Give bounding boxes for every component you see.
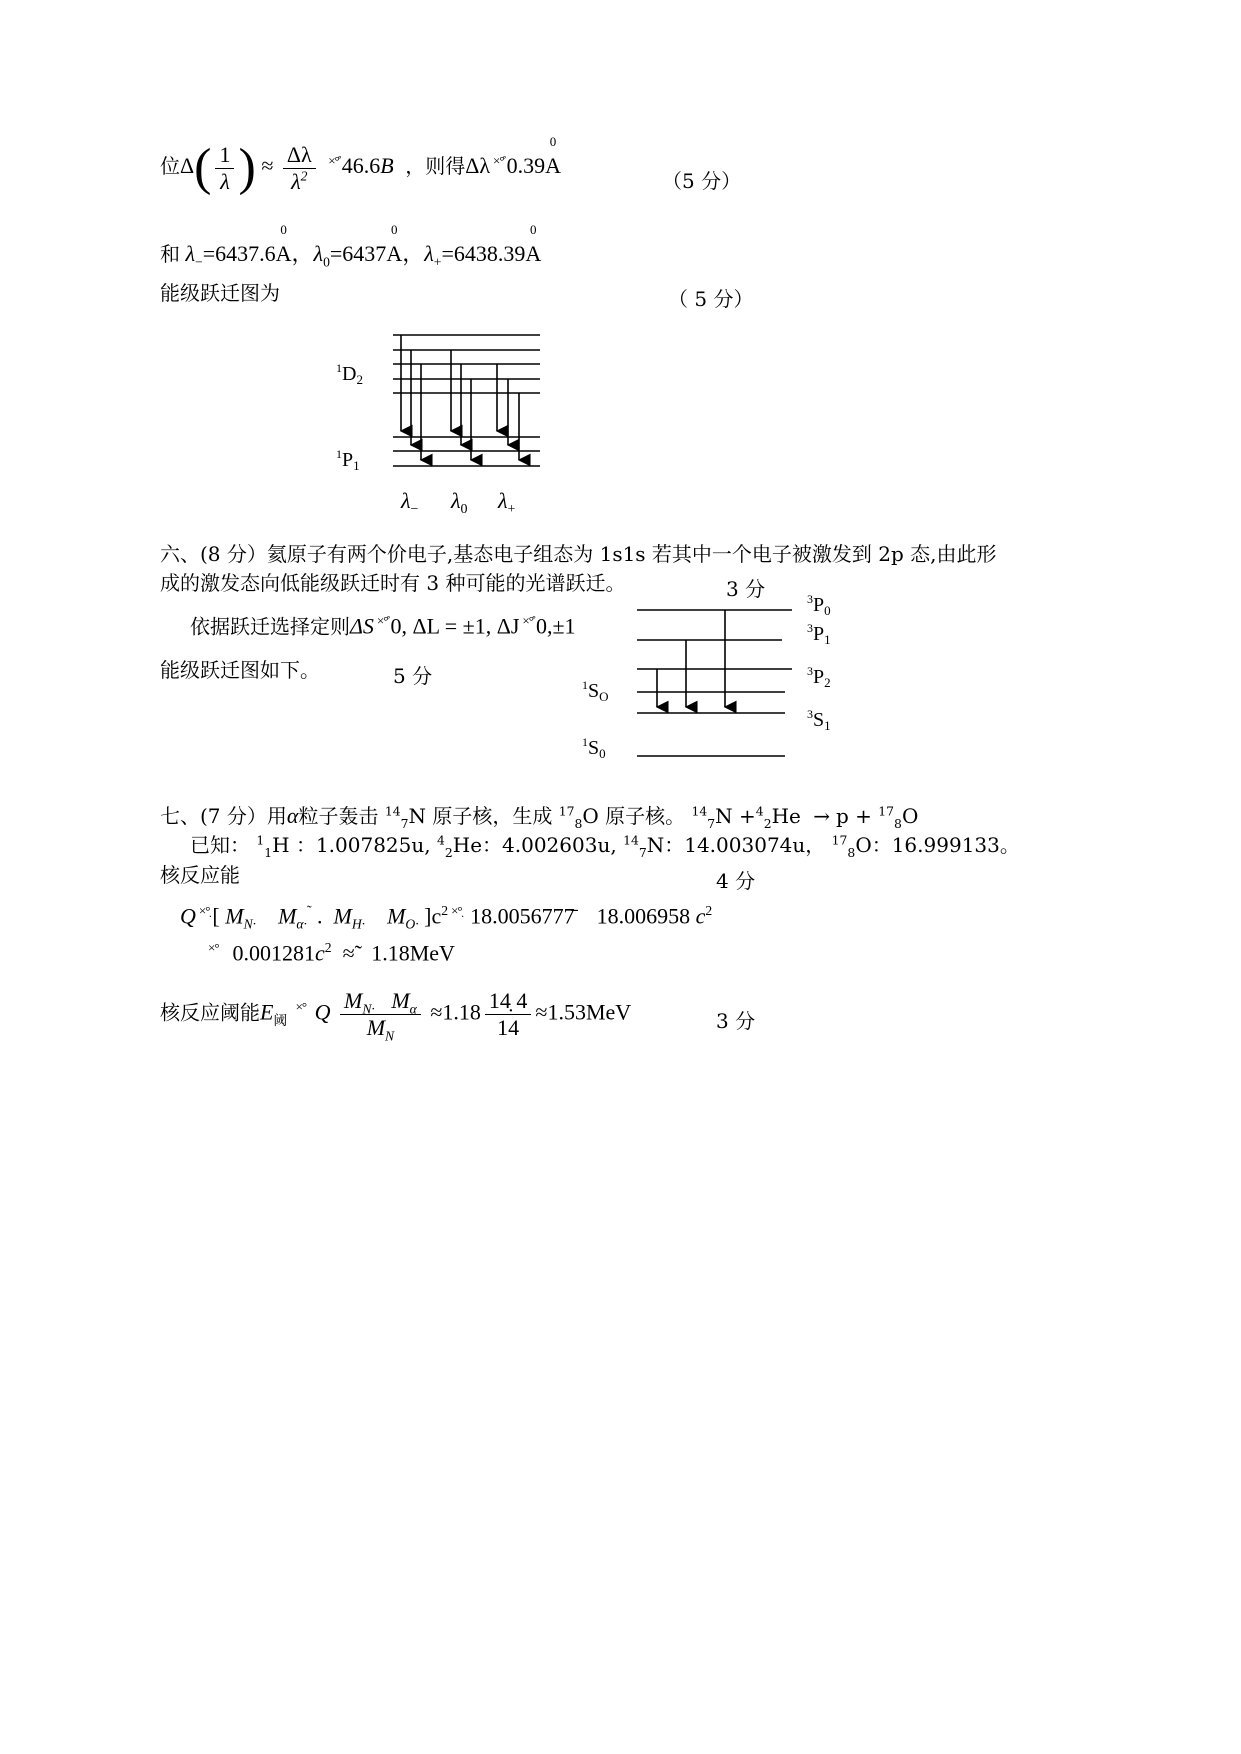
- label-3P2: $^3P_2$: [807, 664, 831, 690]
- s6-score-1: 3 分: [726, 577, 766, 601]
- s7-reaction-energy-caption: 核反应能: [160, 863, 240, 887]
- threshold-mass-fraction: $\frac{M_{N\cdot} M_\alpha}{M_N}$: [340, 990, 421, 1039]
- label-3P1: $^3P_1$: [807, 621, 831, 647]
- threshold-energy-formula: 核反应阈能$E_阈$ ×° Q $\frac{M_{N\cdot} M_\alpha}{M_N}$ ≈1.18 $\frac{14̣ 4}{14}$ ≈1.53MeV: [160, 988, 632, 1044]
- angstrom-unit: 0 A: [545, 134, 561, 179]
- s6-question-line-1: 六、(8 分）氦原子有两个价电子,基态电子组态为 1s1s 若其中一个电子被激发到 2p 态,由此形: [160, 542, 997, 566]
- q-value-formula-line-2: ×° $0.001281c^2$ ≈̃ 1.18MeV: [208, 940, 455, 966]
- s6-selection-rule: 依据跃迁选择定则ΔS ×°̊ 0, ΔL = ±1, ΔJ ×°̊ 0,±1: [190, 613, 576, 639]
- s5-wavelengths-line: 和 $\lambda_-=6437.6$ 0 A，$\lambda_0=6437$ 0 A，$\lambda_+=6438.39$ 0 A: [160, 222, 542, 270]
- s6-score-2: 5 分: [393, 664, 433, 688]
- lambda-plus-label: $\lambda_+$: [498, 488, 516, 517]
- q-value-formula-line-1: Q ×°̣ [ $M_{N\cdot}$ $M_{\alpha\cdot}^˜$ . $M_{H\cdot}$ $M_{O\cdot}$ ]$c^2$ ×°̣ 18.0056777̄ 18.006958 $c^2$: [180, 903, 713, 932]
- s6-diagram-caption: 能级跃迁图如下。: [160, 658, 320, 682]
- dlambda-fraction: $\frac{\Delta\lambda}{\lambda^2}$: [283, 144, 316, 193]
- s5-score-2: （ 5 分）: [668, 287, 754, 311]
- inverse-lambda-fraction: $\frac{1}{\lambda}$: [215, 144, 234, 193]
- s5-diagram-caption: 能级跃迁图为: [160, 281, 280, 305]
- threshold-number-fraction: $\frac{14̣ 4}{14}$: [485, 990, 532, 1039]
- label-3S1: $^3S_1$: [807, 707, 831, 733]
- lower-level-label: $^1P_1$: [336, 447, 360, 473]
- lambda-minus-label: $\lambda_-$: [401, 488, 419, 517]
- s5-score-1: （5 分）: [662, 169, 742, 193]
- s7-known-masses: 已知： $^1_1$H ：1.007825u, $^4_2$He：4.002603u, $^{14}_7$N：14.003074u， $^{17}_8$O：16.999133。: [190, 832, 1020, 860]
- s7-score-2: 3 分: [716, 1009, 756, 1033]
- s7-question-line: 七、(7 分）用α粒子轰击 $^{14}_7$N 原子核，生成 $^{17}_8$O 原子核。 $^{14}_7$N +$^4_2$He → p + $^{17}_8$O: [160, 803, 919, 831]
- helium-energy-level-diagram: [0, 0, 1241, 800]
- label-1S0-ground: $^1S_0$: [582, 735, 606, 761]
- s5-prefix: 位: [160, 156, 180, 179]
- lambda-zero-label: $\lambda_0$: [451, 488, 468, 517]
- s7-score-1: 4 分: [716, 869, 756, 893]
- s6-question-line-2: 成的激发态向低能级跃迁时有 3 种可能的光谱跃迁。: [160, 571, 626, 595]
- label-3P0: $^3P_0$: [807, 592, 831, 618]
- s5-formula-line: 位Δ( $\frac{1}{\lambda}$ ) ≈ $\frac{\Delta\lambda}{\lambda^2}$ ×°̊ 46.6B ，则得Δλ ×°̊ 0.39 0 A: [160, 134, 561, 196]
- label-1S-upper: $^1S_O$: [582, 678, 609, 704]
- upper-level-label: $^1D_2$: [336, 361, 363, 387]
